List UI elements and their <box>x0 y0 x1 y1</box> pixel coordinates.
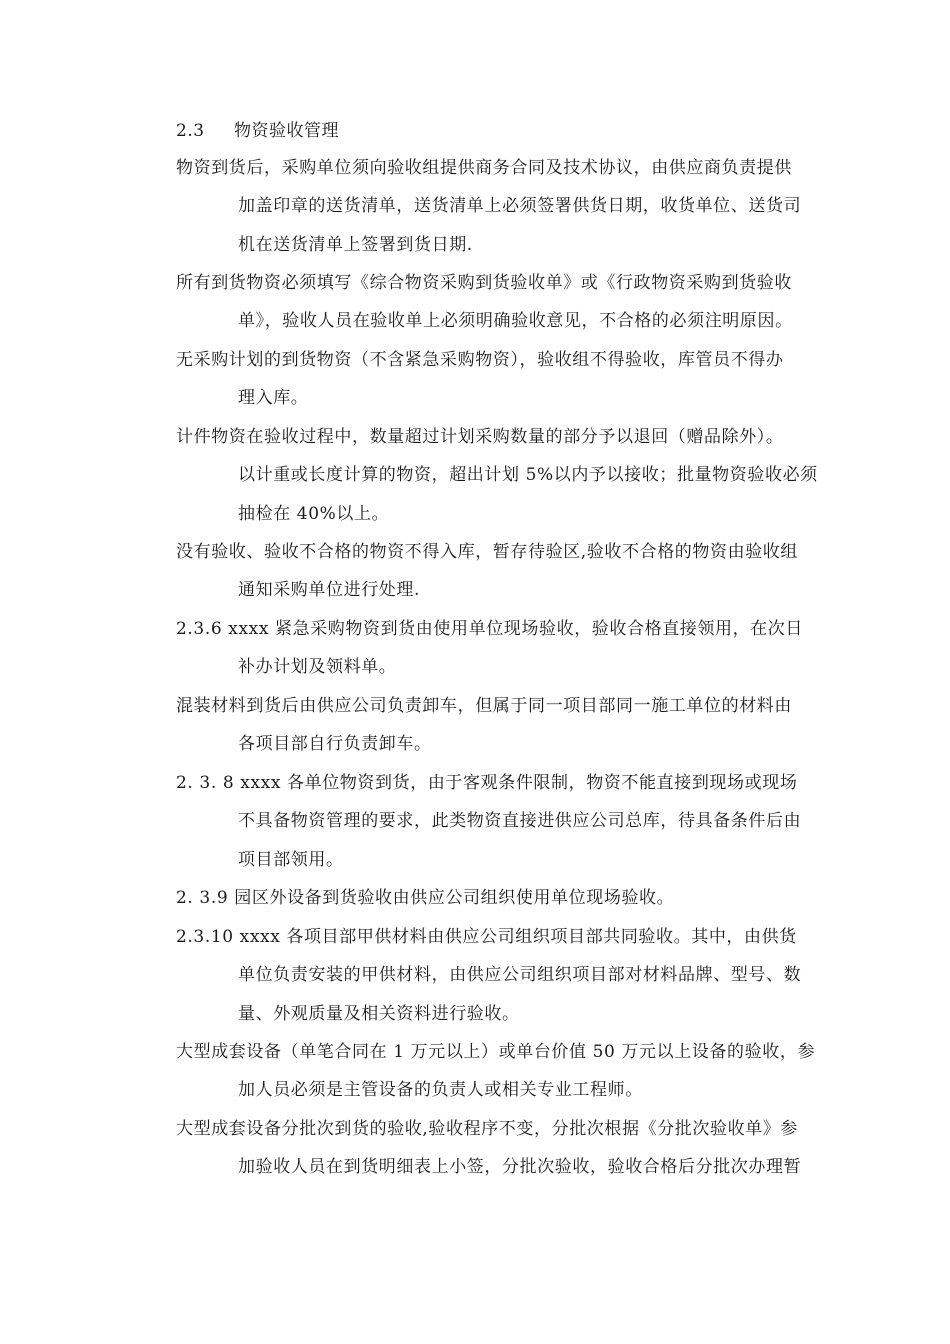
paragraph-first-line: 2.3.10 xxxx 各项目部甲供材料由供应公司组织项目部共同验收。其中，由供货 <box>176 927 797 947</box>
paragraph <box>176 264 826 341</box>
paragraph <box>176 879 826 917</box>
paragraph-continuation-line: 单》，验收人员在验收单上必须明确验收意见，不合格的必须注明原因。 <box>238 311 793 332</box>
paragraph-first-line: 没有验收、验收不合格的物资不得入库，暂存待验区,验收不合格的物资由验收组 <box>176 542 799 562</box>
paragraph-continuation-line: 加验收人员在到货明细表上小签，分批次验收，验收合格后分批次办理暂 <box>238 1157 802 1178</box>
paragraph <box>176 1110 826 1187</box>
paragraph-first-line: 物资到货后，采购单位须向验收组提供商务合同及技术协议，由供应商负责提供 <box>176 158 792 178</box>
paragraph-continuation-line: 通知采购单位进行处理. <box>238 580 421 601</box>
paragraph <box>176 610 826 687</box>
paragraph-continuation-line: 加人员必须是主管设备的负责人或相关专业工程师。 <box>238 1080 643 1101</box>
paragraph-continuation-line: 以计重或长度计算的物资，超出计划 5%以内予以接收；批量物资验收必须 <box>238 465 818 486</box>
paragraph <box>176 918 826 1033</box>
paragraph-first-line: 2. 3.9 园区外设备到货验收由供应公司组织使用单位现场验收。 <box>176 888 675 908</box>
paragraph-continuation-line: 量、外观质量及相关资料进行验收。 <box>238 1003 520 1024</box>
section-heading <box>176 117 339 145</box>
paragraph-continuation-line: 抽检在 40%以上。 <box>238 503 390 524</box>
paragraph <box>176 533 826 610</box>
paragraph-first-line: 大型成套设备（单笔合同在 1 万元以上）或单台价值 50 万元以上设备的验收，参 <box>176 1042 816 1062</box>
paragraph <box>176 418 826 533</box>
paragraph-first-line: 2. 3. 8 xxxx 各单位物资到货，由于客观条件限制，物资不能直接到现场或现场 <box>176 773 798 793</box>
paragraph-first-line: 混装材料到货后由供应公司负责卸车，但属于同一项目部同一施工单位的材料由 <box>176 696 792 716</box>
paragraph-continuation-line: 补办计划及领料单。 <box>238 657 397 678</box>
paragraph <box>176 764 826 879</box>
paragraph <box>176 341 826 418</box>
paragraph <box>176 149 826 264</box>
paragraph-first-line: 2.3.6 xxxx 紧急采购物资到货由使用单位现场验收，验收合格直接领用，在次日 <box>176 619 804 639</box>
paragraph-continuation-line: 不具备物资管理的要求，此类物资直接进供应公司总库，待具备条件后由 <box>238 811 802 832</box>
paragraph-first-line: 所有到货物资必须填写《综合物资采购到货验收单》或《行政物资采购到货验收 <box>176 273 792 293</box>
paragraph-continuation-line: 机在送货清单上签署到货日期. <box>238 234 473 255</box>
section-title: 物资验收管理 <box>234 121 339 141</box>
paragraph-first-line: 计件物资在验收过程中，数量超过计划采购数量的部分予以退回（赠品除外）。 <box>176 427 784 447</box>
paragraph-continuation-line: 各项目部自行负责卸车。 <box>238 734 432 755</box>
paragraph-first-line: 无采购计划的到货物资（不含紧急采购物资），验收组不得验收，库管员不得办 <box>176 350 784 370</box>
paragraph-continuation-line: 理入库。 <box>238 388 309 409</box>
section-number: 2.3 <box>176 121 205 141</box>
paragraph <box>176 1033 826 1110</box>
paragraph <box>176 687 826 764</box>
paragraph-continuation-line: 单位负责安装的甲供材料，由供应公司组织项目部对材料品牌、型号、数 <box>238 965 802 986</box>
paragraph-continuation-line: 项目部领用。 <box>238 849 344 870</box>
paragraph-first-line: 大型成套设备分批次到货的验收,验收程序不变，分批次根据《分批次验收单》参 <box>176 1119 799 1139</box>
paragraph-continuation-line: 加盖印章的送货清单，送货清单上必须签署供货日期，收货单位、送货司 <box>238 196 802 217</box>
